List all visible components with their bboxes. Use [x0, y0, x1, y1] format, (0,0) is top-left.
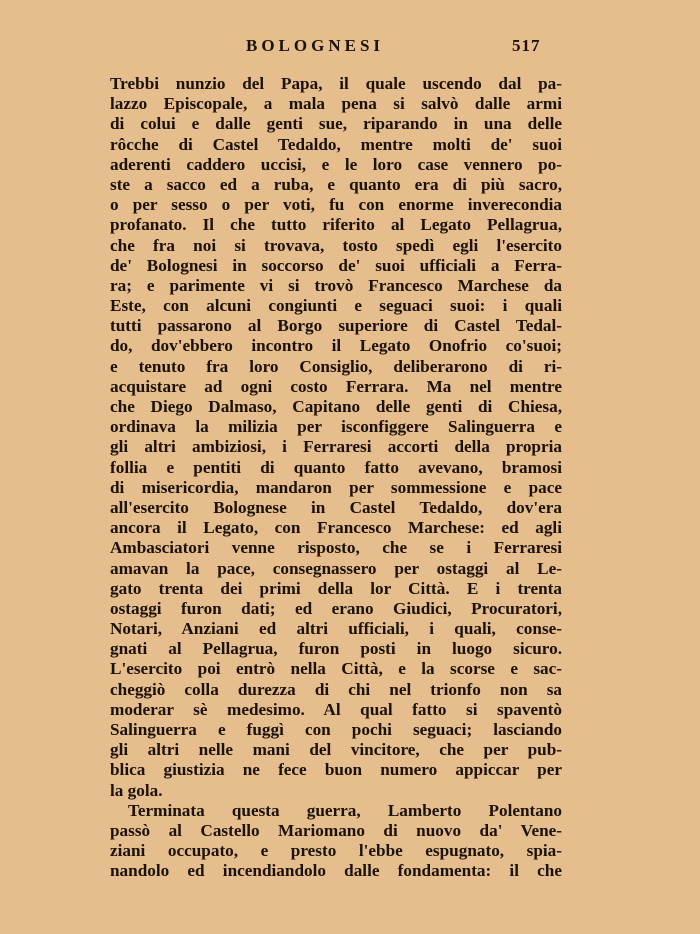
text-line: gnati al Pellagrua, furon posti in luogo sicuro.: [110, 639, 562, 659]
text-line: ra; e parimente vi si trovò Francesco Marchese da: [110, 275, 562, 295]
text-line: Salinguerra e fuggì con pochi seguaci; lasciando: [110, 720, 562, 739]
text-line: passò al Castello Mariomano di nuovo da' Vene-: [110, 820, 562, 840]
text-line: di colui e dalle genti sue, riparando in una delle: [110, 114, 562, 134]
text-line: che fra noi si trovava, tosto spedì egli l'esercito: [110, 235, 562, 255]
text-line: de' Bolognesi in soccorso de' suoi ufficiali a Ferra-: [110, 255, 562, 275]
text-line: L'esercito poi entrò nella Città, e la scorse e sac-: [110, 659, 562, 679]
text-line: cheggiò colla durezza di chi nel trionfo non sa: [110, 679, 562, 699]
text-line: tutti passarono al Borgo superiore di Castel Tedal-: [110, 316, 562, 336]
text-line: acquistare ad ogni costo Ferrara. Ma nel mentre: [110, 376, 562, 396]
text-line: rôcche di Castel Tedaldo, mentre molti de' suoi: [110, 134, 562, 154]
text-line: profanato. Il che tutto riferito al Legato Pellagrua,: [110, 215, 562, 235]
running-head: BOLOGNESI: [246, 36, 385, 55]
text-line: che Diego Dalmaso, Capitano delle genti di Chiesa,: [110, 397, 562, 416]
page-header: [0, 36, 700, 60]
text-line: nandolo ed incendiandolo dalle fondamenta: il che: [110, 861, 562, 881]
text-line: Terminata questa guerra, Lamberto Polentano: [128, 800, 562, 820]
text-line: di misericordia, mandaron per sommessione e pace: [110, 477, 562, 497]
text-line: moderar sè medesimo. Al qual fatto si spaventò: [110, 699, 562, 719]
text-line: ancora il Legato, con Francesco Marchese: ed agli: [110, 518, 562, 538]
text-line: amavan la pace, consegnassero per ostaggi al Le-: [110, 558, 562, 578]
text-line: Este, con alcuni congiunti e seguaci suoi: i quali: [110, 296, 562, 316]
text-line: all'esercito Bolognese in Castel Tedaldo, dov'era: [110, 497, 562, 517]
text-line: aderenti caddero uccisi, e le loro case vennero po-: [110, 154, 562, 174]
text-line: blica giustizia ne fece buon numero appiccar per: [110, 760, 562, 780]
text-line: la gola.: [110, 780, 163, 800]
text-line: ziani occupato, e presto l'ebbe espugnato, spia-: [110, 841, 562, 861]
text-line: ste a sacco ed a ruba, e quanto era di più sacro,: [110, 174, 562, 194]
text-line: e tenuto fra loro Consiglio, deliberarono di ri-: [110, 356, 562, 376]
text-line: o per sesso o per voti, fu con enorme inverecondia: [110, 195, 562, 215]
text-line: follia e pentiti di quanto fatto avevano, bramosi: [110, 457, 562, 477]
text-line: ordinava la milizia per isconfiggere Salinguerra e: [110, 417, 562, 437]
page-number: 517: [512, 36, 541, 55]
text-line: do, dov'ebbero incontro il Legato Onofrio co'suoi;: [110, 336, 562, 356]
text-line: Notari, Anziani ed altri ufficiali, i quali, conse-: [110, 619, 562, 639]
text-line: Ambasciatori venne risposto, che se i Ferraresi: [110, 538, 562, 558]
text-line: gli altri nelle mani del vincitore, che per pub-: [110, 740, 562, 760]
text-line: lazzo Episcopale, a mala pena si salvò dalle armi: [110, 94, 562, 114]
text-line: Trebbi nunzio del Papa, il quale uscendo dal pa-: [110, 74, 562, 93]
text-line: gli altri ambiziosi, i Ferraresi accorti della propria: [110, 437, 562, 457]
text-line: gato trenta dei primi della lor Città. E i trenta: [110, 578, 562, 598]
body-text: [110, 74, 562, 882]
text-line: ostaggi furon dati; ed erano Giudici, Procuratori,: [110, 598, 562, 618]
